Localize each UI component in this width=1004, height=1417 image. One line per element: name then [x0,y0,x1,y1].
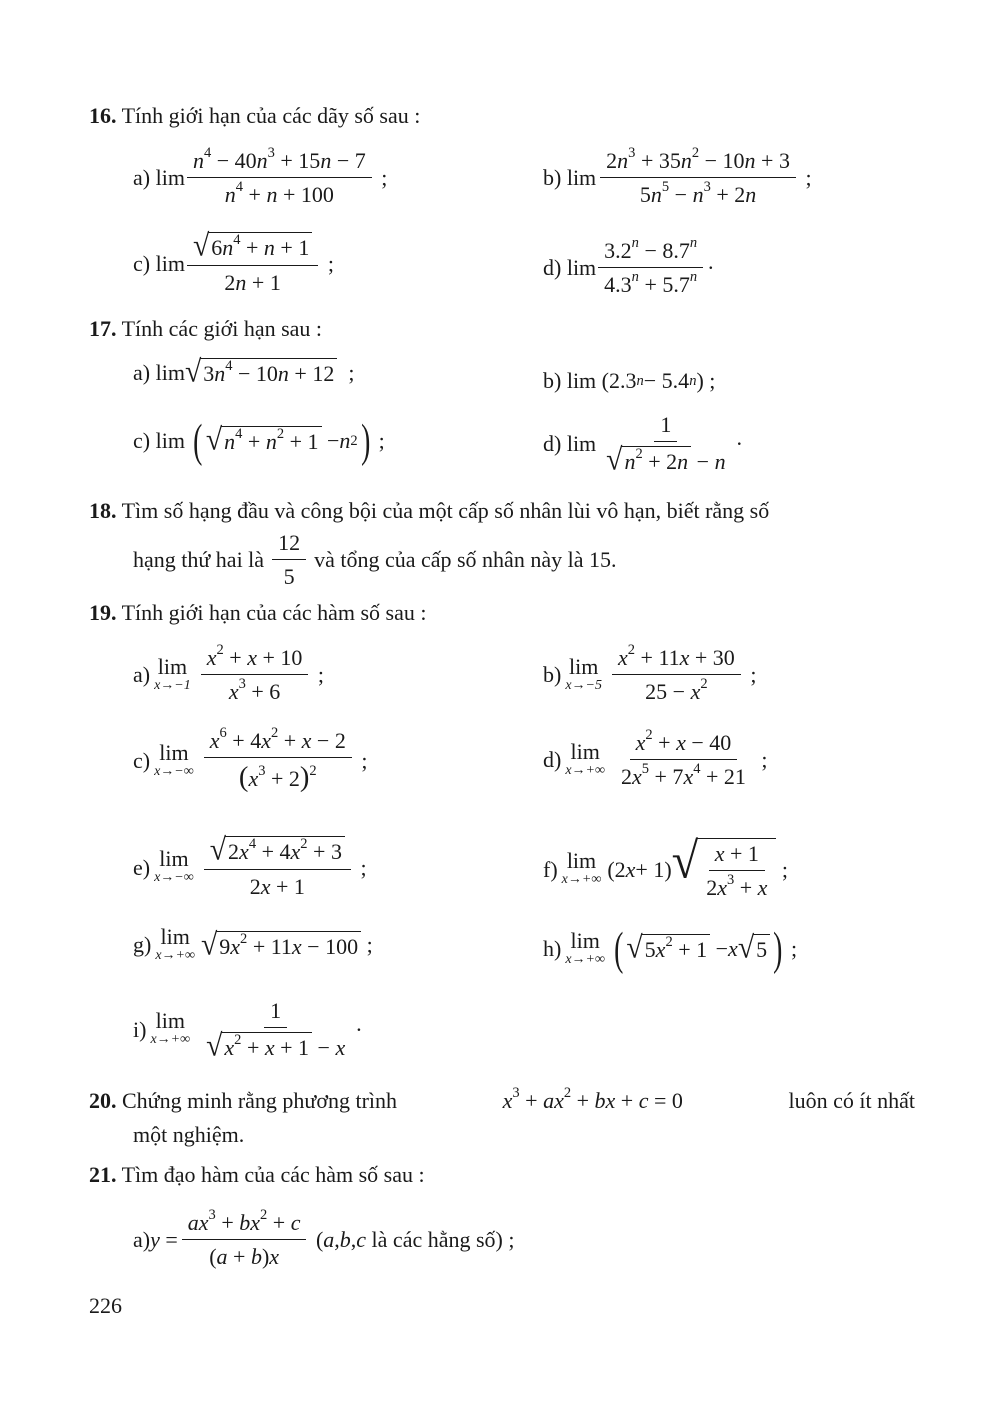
q19-i: i) lim x→+∞ 1 √ $x^2 + x + 1$ − x · [133,998,363,1063]
q19-f: f) lim x→+∞ (2 x + 1) √ $\frac{x + 1}{2x^3 + x}$ ; [543,833,789,900]
q17-heading [89,316,322,342]
q18-line1 [89,498,915,524]
q19-g: g) lim x→+∞ √ $9x^2 + 11x - 100$ ; [133,924,373,963]
q19-title: Tính giới hạn của các hàm số sau : [121,600,427,625]
q19-number: 19. [89,600,117,625]
q18-frac-num: 12 [272,530,306,560]
q16-c: c) lim √ $6n^4 + n + 1$ 2n + 1 ; [133,229,334,295]
q16-a: a) lim $\frac{n^4 - 40n^3 + 15n - 7}{n^4 + n + 100}$ ; [133,145,388,207]
q18-text-line1: Tìm số hạng đầu và công bội của một cấp số nhân lùi vô hạn, biết rằng số [121,498,770,523]
q21-title: Tìm đạo hàm của các hàm số sau : [121,1162,425,1187]
q19-heading [89,600,426,626]
q17-a: a) lim √ $3n^4 - 10n + 12$ ; [133,355,355,389]
q19-e: e) lim x→−∞ √ $2x^4 + 4x^2 + 3$ 2x + 1 ; [133,833,367,899]
q19-b: b) lim x→−5 $\frac{x^2 + 11x + 30}{25 - x^2}$ ; [543,642,757,704]
q20-text-before: Chứng minh rằng phương trình [122,1088,398,1113]
q17-d: d) lim 1 √ $n^2 + 2n$ − n · [543,412,743,477]
q21-heading [89,1162,425,1188]
q20-text-after: luôn có ít nhất [788,1088,915,1113]
q19-h: h) lim x→+∞ ( √ $5x^2 + 1$ − x √ 5 ) ; [543,923,798,974]
q18-text-after: và tổng của cấp số nhân này là 15. [314,547,617,572]
q21-a-note: là các hằng số) ; [371,1227,515,1252]
q18-frac-den: 5 [283,564,295,589]
q17-b: b) lim (2.3 n − 5.4 n ) ; [543,368,716,393]
q19-c: c) lim x→−∞ $\frac{x^6 + 4x^2 + x - 2}{(x^3 + 2)^2}$ ; [133,725,368,793]
q20-number: 20. [89,1088,117,1113]
q16-title: Tính giới hạn của các dãy số sau : [121,103,421,128]
q17-number: 17. [89,316,117,341]
q20-line1: 20. Chứng minh rằng phương trình $x^3 + ax^2$ + bx + c = 0 luôn có ít nhất [89,1085,915,1113]
q18-text-before: hạng thứ hai là [133,547,265,572]
q18-line2 [133,530,616,590]
q17-title: Tính các giới hạn sau : [121,316,323,341]
q20-line2: một nghiệm. [133,1122,245,1147]
q19-a: a) lim x→−1 $\frac{x^2 + x + 10}{x^3 + 6}$ ; [133,642,325,704]
q18-number: 18. [89,498,117,523]
page-number: 226 [89,1293,122,1318]
q16-number: 16. [89,103,117,128]
q21-number: 21. [89,1162,117,1187]
q19-d: d) lim x→+∞ $\frac{x^2 + x - 40}{2x^5 + 7x^4 + 21}$ ; [543,727,768,789]
q16-b: b) lim $\frac{2n^3 + 35n^2 - 10n + 3}{5n^5 - n^3 + 2n}$ ; [543,145,812,207]
q16-d: d) lim $\frac{3.2^n - 8.7^n}{4.3^n + 5.7^n}$ · [543,235,715,297]
q21-a: a) y = $\frac{ax^3 + bx^2 + c}{(a + b)x}$ ( a , b , c là các hằng số) ; [133,1207,515,1269]
q16-heading [89,103,420,129]
q17-c: c) lim ( √ $n^4 + n^2 + 1$ − n 2 ) ; [133,415,385,466]
